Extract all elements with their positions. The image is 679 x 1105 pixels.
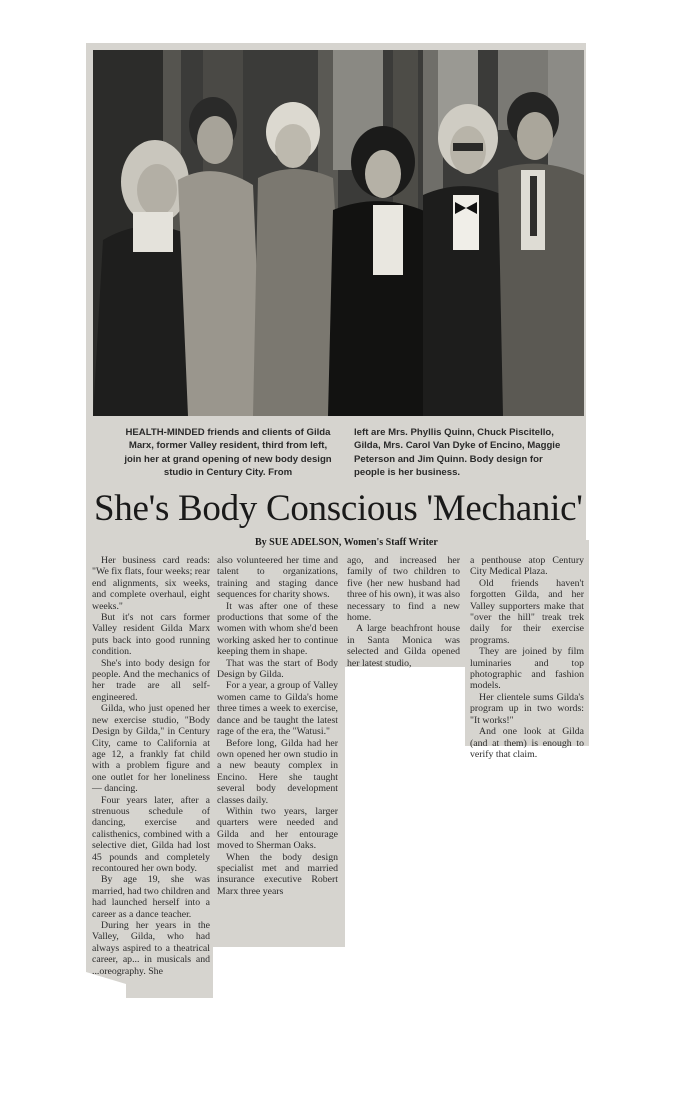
article-column-2 — [217, 555, 338, 897]
article-column-3 — [347, 555, 460, 669]
article-byline: By SUE ADELSON, Women's Staff Writer — [255, 537, 438, 548]
article-headline: She's Body Conscious 'Mechanic' — [94, 488, 583, 529]
paragraph: Before long, Gilda had her own opened her own studio in a new beauty complex in Encino. Here she taught several body development classes daily. — [217, 737, 338, 806]
paragraph: During her years in the Valley, Gilda, who had always aspired to a theatrical career, ap... in musicals and ...oreography. She — [92, 920, 210, 977]
paragraph: ago, and increased her family of two children to five (her new husband had three of his own), it was also necessary to find a new home. — [347, 555, 460, 624]
article-column-1 — [92, 555, 210, 977]
paragraph: Her business card reads: "We fix flats, four weeks; rear end alignments, six weeks, and complete overhaul, eight weeks." — [92, 555, 211, 612]
paragraph: That was the start of Body Design by Gilda. — [217, 657, 338, 681]
paragraph: Within two years, larger quarters were needed and Gilda and her entourage moved to Sherman Oaks. — [217, 805, 338, 852]
paragraph: By age 19, she was married, had two children and had launched herself into a career as a dance teacher. — [92, 874, 210, 920]
paragraph: When the body design specialist met and married insurance executive Robert Marx three years — [217, 851, 338, 897]
paragraph: But it's not cars former Valley resident Gilda Marx puts back into good running condition. — [92, 612, 210, 658]
news-photo — [93, 50, 584, 416]
paragraph: It was after one of these productions that some of the women with whom she'd been working asked her to continue keeping them in shape. — [217, 600, 338, 658]
paragraph: And one look at Gilda (and at them) is enough to verify that claim. — [470, 726, 584, 760]
article-column-4 — [470, 555, 584, 760]
paragraph: A large beachfront house in Santa Monica was selected and Gilda opened her latest studio, — [347, 623, 460, 669]
paragraph: They are joined by film luminaries and top photographic and fashion models. — [470, 646, 584, 692]
paragraph: Her clientele sums Gilda's program up in two words: "It works!" — [470, 691, 584, 726]
paragraph: Four years later, after a strenuous schedule of dancing, exercise and calisthenics, combined with a selective diet, Gilda had lost 45 pounds and completely recontoured her own body. — [92, 794, 210, 874]
photo-caption-left: HEALTH-MINDED friends and clients of Gilda Marx, former Valley resident, third from left, join her at grand opening of new body design studio in Century City. From — [124, 427, 332, 479]
photo-caption-right: left are Mrs. Phyllis Quinn, Chuck Piscitello, Gilda, Mrs. Carol Van Dyke of Encino, Maggie Peterson and Jim Quinn. Body design for people is her business. — [354, 427, 561, 479]
paragraph: also volunteered her time and talent to organizations, training and staging dance sequences for charity shows. — [217, 555, 338, 601]
paragraph: Old friends haven't forgotten Gilda, and her Valley supporters make that "over the hill" treak trek daily for their exercise programs. — [470, 577, 584, 646]
paragraph: Gilda, who just opened her new exercise studio, "Body Design by Gilda," in Century City, came to California at age 12, a frankly fat child with a problem figure and one outlet for her loneliness — dancing. — [92, 703, 210, 795]
paragraph: For a year, a group of Valley women came to Gilda's home three times a week to exercise, dance and be taught the latest rage of the era, the "Watusi." — [217, 680, 338, 738]
paragraph: a penthouse atop Century City Medical Plaza. — [470, 555, 584, 578]
paragraph: She's into body design for people. And the mechanics of her trade are all self-engineered. — [92, 657, 210, 703]
